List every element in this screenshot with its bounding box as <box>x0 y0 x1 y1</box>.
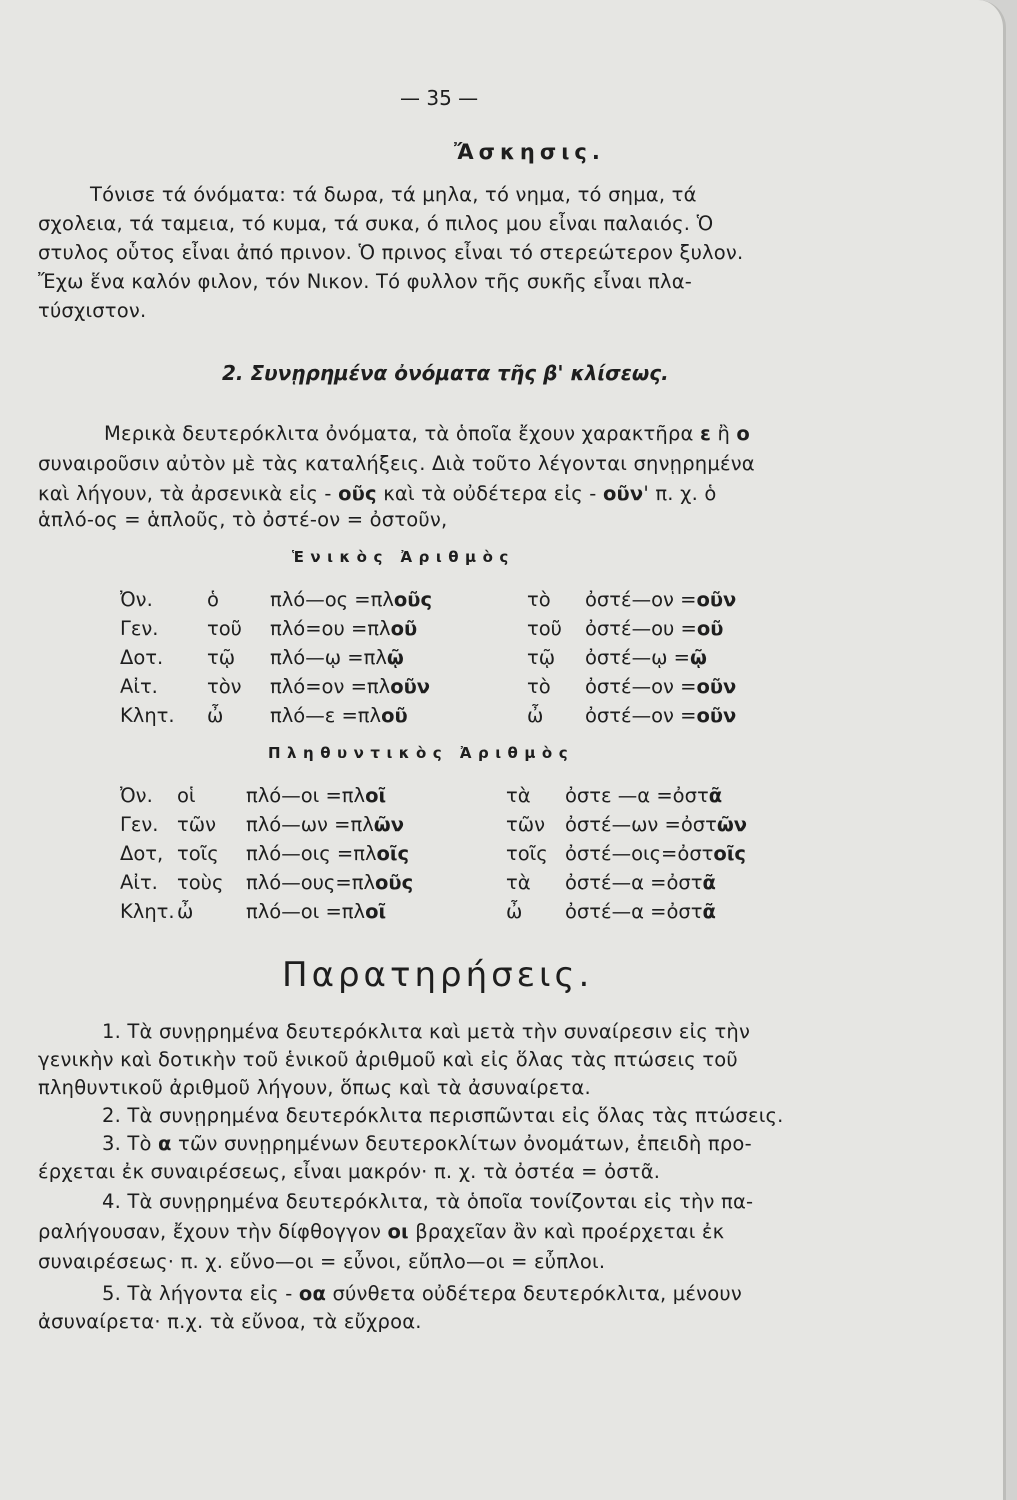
neut-form: ὀστέ—ον =οῦν <box>585 675 737 698</box>
section-line: Μερικὰ δευτερόκλιτα ὀνόματα, τὰ ὁποῖα ἔχουν χαρακτῆρα ε ἢ ο <box>104 422 751 445</box>
observation-line: συναιρέσεως· π. χ. εὔνο—οι = εὖνοι, εὔπλο—οι = εὖπλοι. <box>38 1250 606 1273</box>
masc-form: πλό—ῳ =πλῷ <box>270 646 404 669</box>
exercise-line: Ἔχω ἕνα καλόν φιλον, τόν Νικον. Τό φυλλον τῆς συκῆς εἶναι πλα- <box>38 270 693 293</box>
section-title: 2. Συνῃρημένα ὀνόματα τῆς β' κλίσεως. <box>222 361 669 385</box>
masc-form: πλό=ον =πλοῦν <box>270 675 431 698</box>
section-line: ἁπλό-ος = ἁπλοῦς, τὸ ὀστέ-ον = ὀστοῦν, <box>38 508 448 531</box>
neut-form: ὀστέ—ων =ὀστῶν <box>565 813 748 836</box>
masc-form: πλό—οις =πλοῖς <box>246 842 410 865</box>
masc-form: πλό—οι =πλοῖ <box>246 784 387 807</box>
section-line: καὶ λήγουν, τὰ ἀρσενικὰ εἰς - οῦς καὶ τὰ οὐδέτερα εἰς - οῦν' π. χ. ὁ <box>38 482 717 505</box>
case-label: Κλητ. <box>120 900 175 923</box>
article: τὸν <box>207 675 242 698</box>
neut-article: τοῦ <box>527 617 562 640</box>
masc-form: πλό=ου =πλοῦ <box>270 617 418 640</box>
case-label: Δοτ, <box>120 842 164 865</box>
case-label: Ὀν. <box>120 588 153 611</box>
case-label: Δοτ. <box>120 646 164 669</box>
observation-line: 1. Τὰ συνῃρημένα δευτερόκλιτα καὶ μετὰ τὴν συναίρεσιν εἰς τὴν <box>102 1020 751 1043</box>
observation-line: ραλήγουσαν, ἔχουν τὴν δίφθογγον οι βραχεῖαν ἂν καὶ προέρχεται ἐκ <box>38 1220 725 1243</box>
neut-form: ὀστέ—α =ὀστᾶ <box>565 900 716 923</box>
neut-article: τὰ <box>506 871 531 894</box>
article: ὦ <box>177 900 194 923</box>
masc-form: πλό—ε =πλοῦ <box>270 704 408 727</box>
neut-article: τῷ <box>527 646 556 669</box>
observation-line: γενικὴν καὶ δοτικὴν τοῦ ἑνικοῦ ἀριθμοῦ καὶ εἰς ὅλας τὰς πτώσεις τοῦ <box>38 1048 738 1071</box>
neut-form: ὀστέ—α =ὀστᾶ <box>565 871 716 894</box>
neut-article: τοῖς <box>506 842 548 865</box>
neut-form: ὀστέ—ου =οῦ <box>585 617 724 640</box>
observation-line: πληθυντικοῦ ἀριθμοῦ λήγουν, ὅπως καὶ τὰ ἀσυναίρετα. <box>38 1076 591 1099</box>
observation-line: 2. Τὰ συνῃρημένα δευτερόκλιτα περισπῶνται εἰς ὅλας τὰς πτώσεις. <box>102 1104 784 1127</box>
neut-article: τὸ <box>527 588 551 611</box>
article: οἱ <box>177 784 196 807</box>
neut-form: ὀστέ—ῳ =ῷ <box>585 646 707 669</box>
exercise-line: σχολεια, τά ταμεια, τό κυμα, τά συκα, ό πιλος μου εἶναι παλαιός. Ὁ <box>38 212 714 235</box>
singular-title: Ἑνικὸς Ἀριθμὸς <box>292 548 515 566</box>
exercise-line: στυλος οὗτος εἶναι ἀπό πρινον. Ὁ πρινος εἶναι τό στερεώτερον ξυλον. <box>38 241 744 264</box>
observations-title: Παρατηρήσεις. <box>282 955 594 995</box>
neut-article: τῶν <box>506 813 545 836</box>
exercise-line: Τόνισε τά όνόματα: τά δωρα, τά μηλα, τό νημα, τό σημα, τά <box>90 183 697 206</box>
masc-form: πλό—ων =πλῶν <box>246 813 404 836</box>
neut-article: ὦ <box>506 900 523 923</box>
article: τῷ <box>207 646 236 669</box>
case-label: Αἰτ. <box>120 675 158 698</box>
article: τοὺς <box>177 871 224 894</box>
observation-line: 5. Τὰ λήγοντα εἰς - οα σύνθετα οὐδέτερα δευτερόκλιτα, μένουν <box>102 1282 742 1305</box>
article: ὁ <box>207 588 219 611</box>
case-label: Αἰτ. <box>120 871 158 894</box>
case-label: Κλητ. <box>120 704 175 727</box>
exercise-line: τύσχιστον. <box>38 299 147 322</box>
masc-form: πλό—ους=πλοῦς <box>246 871 414 894</box>
case-label: Γεν. <box>120 617 159 640</box>
exercise-title: Ἄσκησις. <box>454 140 605 164</box>
plural-title: Πληθυντικὸς Ἀριθμὸς <box>268 744 575 762</box>
neut-form: ὀστέ—ον =οῦν <box>585 704 737 727</box>
case-label: Γεν. <box>120 813 159 836</box>
masc-form: πλό—ος =πλοῦς <box>270 588 433 611</box>
neut-form: ὀστέ—οις=ὀστοῖς <box>565 842 746 865</box>
observation-line: 3. Τὸ α τῶν συνῃρημένων δευτεροκλίτων ὀνομάτων, ἐπειδὴ προ- <box>102 1132 752 1155</box>
article: τοῦ <box>207 617 242 640</box>
neut-article: τὸ <box>527 675 551 698</box>
observation-line: 4. Τὰ συνῃρημένα δευτερόκλιτα, τὰ ὁποῖα τονίζονται εἰς τὴν πα- <box>102 1190 754 1213</box>
page-number: — 35 — <box>400 86 479 110</box>
neut-form: ὀστέ—ον =οῦν <box>585 588 737 611</box>
observation-line: έρχεται ἐκ συναιρέσεως, εἶναι μακρόν· π. χ. τὰ ὀστέα = ὀστᾶ. <box>38 1160 661 1183</box>
article: τοῖς <box>177 842 219 865</box>
neut-article: ὦ <box>527 704 544 727</box>
case-label: Ὀν. <box>120 784 153 807</box>
neut-form: ὀστε —α =ὀστᾶ <box>565 784 723 807</box>
observation-line: ἀσυναίρετα· π.χ. τὰ εὔνοα, τὰ εὔχροα. <box>38 1310 422 1333</box>
article: τῶν <box>177 813 216 836</box>
neut-article: τὰ <box>506 784 531 807</box>
masc-form: πλό—οι =πλοῖ <box>246 900 387 923</box>
section-line: συναιροῦσιν αὐτὸν μὲ τὰς καταλήξεις. Διὰ τοῦτο λέγονται σηνῃρημένα <box>38 452 755 475</box>
article: ὦ <box>207 704 224 727</box>
